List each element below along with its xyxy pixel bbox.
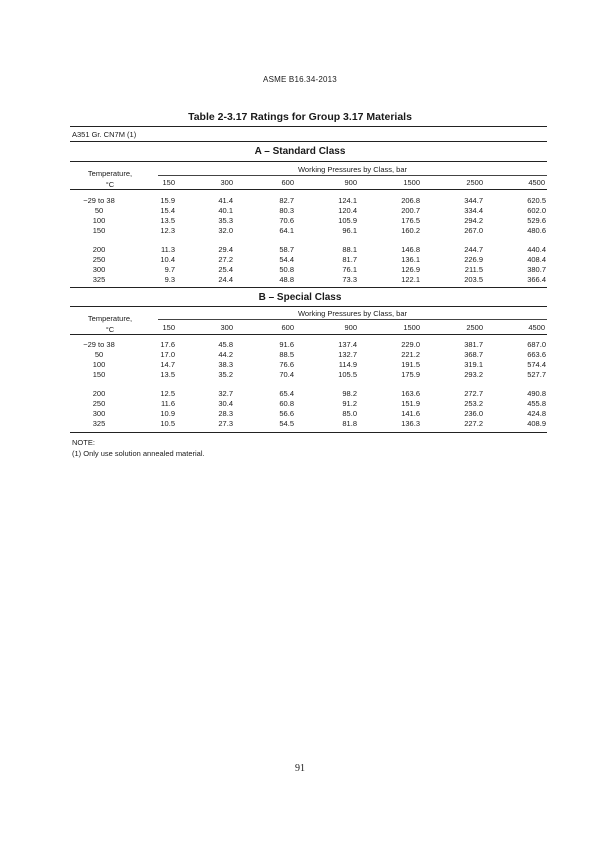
table-row [0, 216, 600, 226]
title-rule [70, 126, 547, 127]
pressure-cell: 200.7 [401, 206, 420, 215]
section-a-class-header-4: 1500 [403, 178, 420, 187]
pressure-cell: 24.4 [218, 275, 233, 284]
pressure-cell: 13.5 [160, 216, 175, 225]
pressure-cell: 267.0 [464, 226, 483, 235]
pressure-cell: 91.6 [279, 340, 294, 349]
pressure-cell: 424.8 [527, 409, 546, 418]
table-row [0, 275, 600, 285]
pressure-cell: 17.6 [160, 340, 175, 349]
temperature-cell: 325 [92, 419, 106, 428]
material-rule [70, 141, 547, 142]
pressure-cell: 10.4 [160, 255, 175, 264]
section-b-bottom-rule [70, 432, 547, 433]
temperature-cell: 325 [92, 275, 106, 284]
pressure-cell: 73.3 [342, 275, 357, 284]
pressure-cell: 81.7 [342, 255, 357, 264]
section-a-top-rule [70, 161, 547, 162]
temperature-cell: 100 [92, 360, 106, 369]
pressure-cell: 122.1 [401, 275, 420, 284]
pressure-cell: 17.0 [160, 350, 175, 359]
pressure-cell: 15.9 [160, 196, 175, 205]
table-row [0, 265, 600, 275]
temperature-unit: °C [105, 180, 115, 189]
section-a-class-header-1: 300 [220, 178, 233, 187]
material-spec: A351 Gr. CN7M (1) [72, 130, 137, 139]
pressure-cell: 236.0 [464, 409, 483, 418]
section-a-class-header-0: 150 [162, 178, 175, 187]
table-row [0, 245, 600, 255]
section-a-class-header-5: 2500 [466, 178, 483, 187]
pressure-cell: 65.4 [279, 389, 294, 398]
pressure-cell: 27.2 [218, 255, 233, 264]
section-a-bottom-rule [70, 287, 547, 288]
pressure-cell: 85.0 [342, 409, 357, 418]
pressure-cell: 687.0 [527, 340, 546, 349]
table-row [0, 226, 600, 236]
pressure-cell: 105.9 [338, 216, 357, 225]
pressure-cell: 132.7 [338, 350, 357, 359]
pressure-cell: 663.6 [527, 350, 546, 359]
pressure-cell: 206.8 [401, 196, 420, 205]
section-b-class-header-1: 300 [220, 323, 233, 332]
pressure-cell: 244.7 [464, 245, 483, 254]
pressure-cell: 380.7 [527, 265, 546, 274]
pressure-cell: 136.3 [401, 419, 420, 428]
pressure-cell: 227.2 [464, 419, 483, 428]
pressure-cell: 480.6 [527, 226, 546, 235]
pressure-cell: 98.2 [342, 389, 357, 398]
pressure-cell: 14.7 [160, 360, 175, 369]
pressure-cell: 141.6 [401, 409, 420, 418]
pressure-cell: 226.9 [464, 255, 483, 264]
pressure-cell: 105.5 [338, 370, 357, 379]
pressure-cell: 381.7 [464, 340, 483, 349]
pressure-cell: 11.3 [160, 245, 175, 254]
pressure-cell: 50.8 [279, 265, 294, 274]
table-row [0, 360, 600, 370]
pressure-cell: 9.7 [164, 265, 175, 274]
pressure-cell: 293.2 [464, 370, 483, 379]
pressure-cell: 32.7 [218, 389, 233, 398]
pressure-cell: 60.8 [279, 399, 294, 408]
section-b-class-header-2: 600 [281, 323, 294, 332]
section-a-class-header-2: 600 [281, 178, 294, 187]
pressure-cell: 88.1 [342, 245, 357, 254]
temperature-cell: −29 to 38 [83, 196, 115, 205]
pressure-cell: 334.4 [464, 206, 483, 215]
pressure-cell: 44.2 [218, 350, 233, 359]
table-row [0, 370, 600, 380]
pressure-cell: 294.2 [464, 216, 483, 225]
pressure-cell: 176.5 [401, 216, 420, 225]
pressure-cell: 408.4 [527, 255, 546, 264]
pressure-cell: 30.4 [218, 399, 233, 408]
note-heading: NOTE: [72, 438, 95, 447]
pressure-cell: 48.8 [279, 275, 294, 284]
pressure-cell: 38.3 [218, 360, 233, 369]
pressure-cell: 54.5 [279, 419, 294, 428]
section-b-title: B – Special Class [258, 292, 342, 303]
pressure-cell: 10.5 [160, 419, 175, 428]
pressure-cell: 408.9 [527, 419, 546, 428]
temperature-cell: −29 to 38 [83, 340, 115, 349]
document-header: ASME B16.34-2013 [263, 75, 337, 84]
pressure-cell: 191.5 [401, 360, 420, 369]
table-row [0, 350, 600, 360]
temperature-cell: 100 [92, 216, 106, 225]
pressure-cell: 229.0 [401, 340, 420, 349]
temperature-cell: 250 [92, 399, 106, 408]
pressure-cell: 41.4 [218, 196, 233, 205]
pressure-cell: 40.1 [218, 206, 233, 215]
section-b-class-header-6: 4500 [528, 323, 545, 332]
pressure-cell: 221.2 [401, 350, 420, 359]
section-a-working-pressures-label: Working Pressures by Class, bar [297, 165, 408, 174]
table-row [0, 389, 600, 399]
table-row [0, 399, 600, 409]
pressure-cell: 10.9 [160, 409, 175, 418]
pressure-cell: 27.3 [218, 419, 233, 428]
pressure-cell: 35.2 [218, 370, 233, 379]
section-b-working-pressures-label: Working Pressures by Class, bar [297, 309, 408, 318]
temperature-cell: 200 [92, 245, 106, 254]
temperature-cell: 300 [92, 265, 106, 274]
pressure-cell: 28.3 [218, 409, 233, 418]
section-b-wp-rule [158, 319, 547, 320]
pressure-cell: 91.2 [342, 399, 357, 408]
pressure-cell: 163.6 [401, 389, 420, 398]
pressure-cell: 574.4 [527, 360, 546, 369]
pressure-cell: 175.9 [401, 370, 420, 379]
section-b-class-header-0: 150 [162, 323, 175, 332]
pressure-cell: 490.8 [527, 389, 546, 398]
section-b-class-header-5: 2500 [466, 323, 483, 332]
temperature-cell: 150 [92, 370, 106, 379]
table-row [0, 409, 600, 419]
pressure-cell: 81.8 [342, 419, 357, 428]
pressure-cell: 70.6 [279, 216, 294, 225]
temperature-cell: 250 [92, 255, 106, 264]
section-a-class-header-6: 4500 [528, 178, 545, 187]
pressure-cell: 529.6 [527, 216, 546, 225]
table-row [0, 419, 600, 429]
pressure-cell: 32.0 [218, 226, 233, 235]
pressure-cell: 455.8 [527, 399, 546, 408]
temperature-label: Temperature, [87, 314, 133, 323]
temperature-unit: °C [105, 325, 115, 334]
pressure-cell: 126.9 [401, 265, 420, 274]
pressure-cell: 151.9 [401, 399, 420, 408]
temperature-label: Temperature, [87, 169, 133, 178]
pressure-cell: 137.4 [338, 340, 357, 349]
pressure-cell: 344.7 [464, 196, 483, 205]
pressure-cell: 64.1 [279, 226, 294, 235]
pressure-cell: 54.4 [279, 255, 294, 264]
pressure-cell: 96.1 [342, 226, 357, 235]
pressure-cell: 12.5 [160, 389, 175, 398]
pressure-cell: 272.7 [464, 389, 483, 398]
pressure-cell: 45.8 [218, 340, 233, 349]
pressure-cell: 15.4 [160, 206, 175, 215]
note-text: (1) Only use solution annealed material. [72, 449, 205, 458]
table-title: Table 2-3.17 Ratings for Group 3.17 Materials [188, 111, 412, 123]
section-b-class-header-4: 1500 [403, 323, 420, 332]
pressure-cell: 136.1 [401, 255, 420, 264]
pressure-cell: 146.8 [401, 245, 420, 254]
temperature-cell: 300 [92, 409, 106, 418]
pressure-cell: 25.4 [218, 265, 233, 274]
table-row [0, 196, 600, 206]
page-number: 91 [295, 763, 305, 774]
table-row [0, 340, 600, 350]
section-a-title: A – Standard Class [254, 146, 346, 157]
pressure-cell: 253.2 [464, 399, 483, 408]
section-a-header-rule [70, 189, 547, 190]
section-b-class-header-3: 900 [344, 323, 357, 332]
table-row [0, 206, 600, 216]
pressure-cell: 9.3 [164, 275, 175, 284]
section-b-top-rule [70, 306, 547, 307]
pressure-cell: 124.1 [338, 196, 357, 205]
pressure-cell: 80.3 [279, 206, 294, 215]
table-row [0, 255, 600, 265]
pressure-cell: 58.7 [279, 245, 294, 254]
pressure-cell: 366.4 [527, 275, 546, 284]
pressure-cell: 12.3 [160, 226, 175, 235]
pressure-cell: 203.5 [464, 275, 483, 284]
pressure-cell: 70.4 [279, 370, 294, 379]
temperature-cell: 150 [92, 226, 106, 235]
pressure-cell: 114.9 [338, 360, 357, 369]
temperature-cell: 200 [92, 389, 106, 398]
pressure-cell: 160.2 [401, 226, 420, 235]
pressure-cell: 82.7 [279, 196, 294, 205]
pressure-cell: 88.5 [279, 350, 294, 359]
pressure-cell: 211.5 [464, 265, 483, 274]
temperature-cell: 50 [94, 206, 104, 215]
pressure-cell: 13.5 [160, 370, 175, 379]
pressure-cell: 620.5 [527, 196, 546, 205]
section-a-wp-rule [158, 175, 547, 176]
pressure-cell: 56.6 [279, 409, 294, 418]
pressure-cell: 527.7 [527, 370, 546, 379]
pressure-cell: 29.4 [218, 245, 233, 254]
temperature-cell: 50 [94, 350, 104, 359]
pressure-cell: 319.1 [464, 360, 483, 369]
pressure-cell: 35.3 [218, 216, 233, 225]
pressure-cell: 368.7 [464, 350, 483, 359]
pressure-cell: 440.4 [527, 245, 546, 254]
pressure-cell: 602.0 [527, 206, 546, 215]
section-a-class-header-3: 900 [344, 178, 357, 187]
section-b-header-rule [70, 334, 547, 335]
pressure-cell: 76.6 [279, 360, 294, 369]
pressure-cell: 76.1 [342, 265, 357, 274]
pressure-cell: 120.4 [338, 206, 357, 215]
pressure-cell: 11.6 [160, 399, 175, 408]
